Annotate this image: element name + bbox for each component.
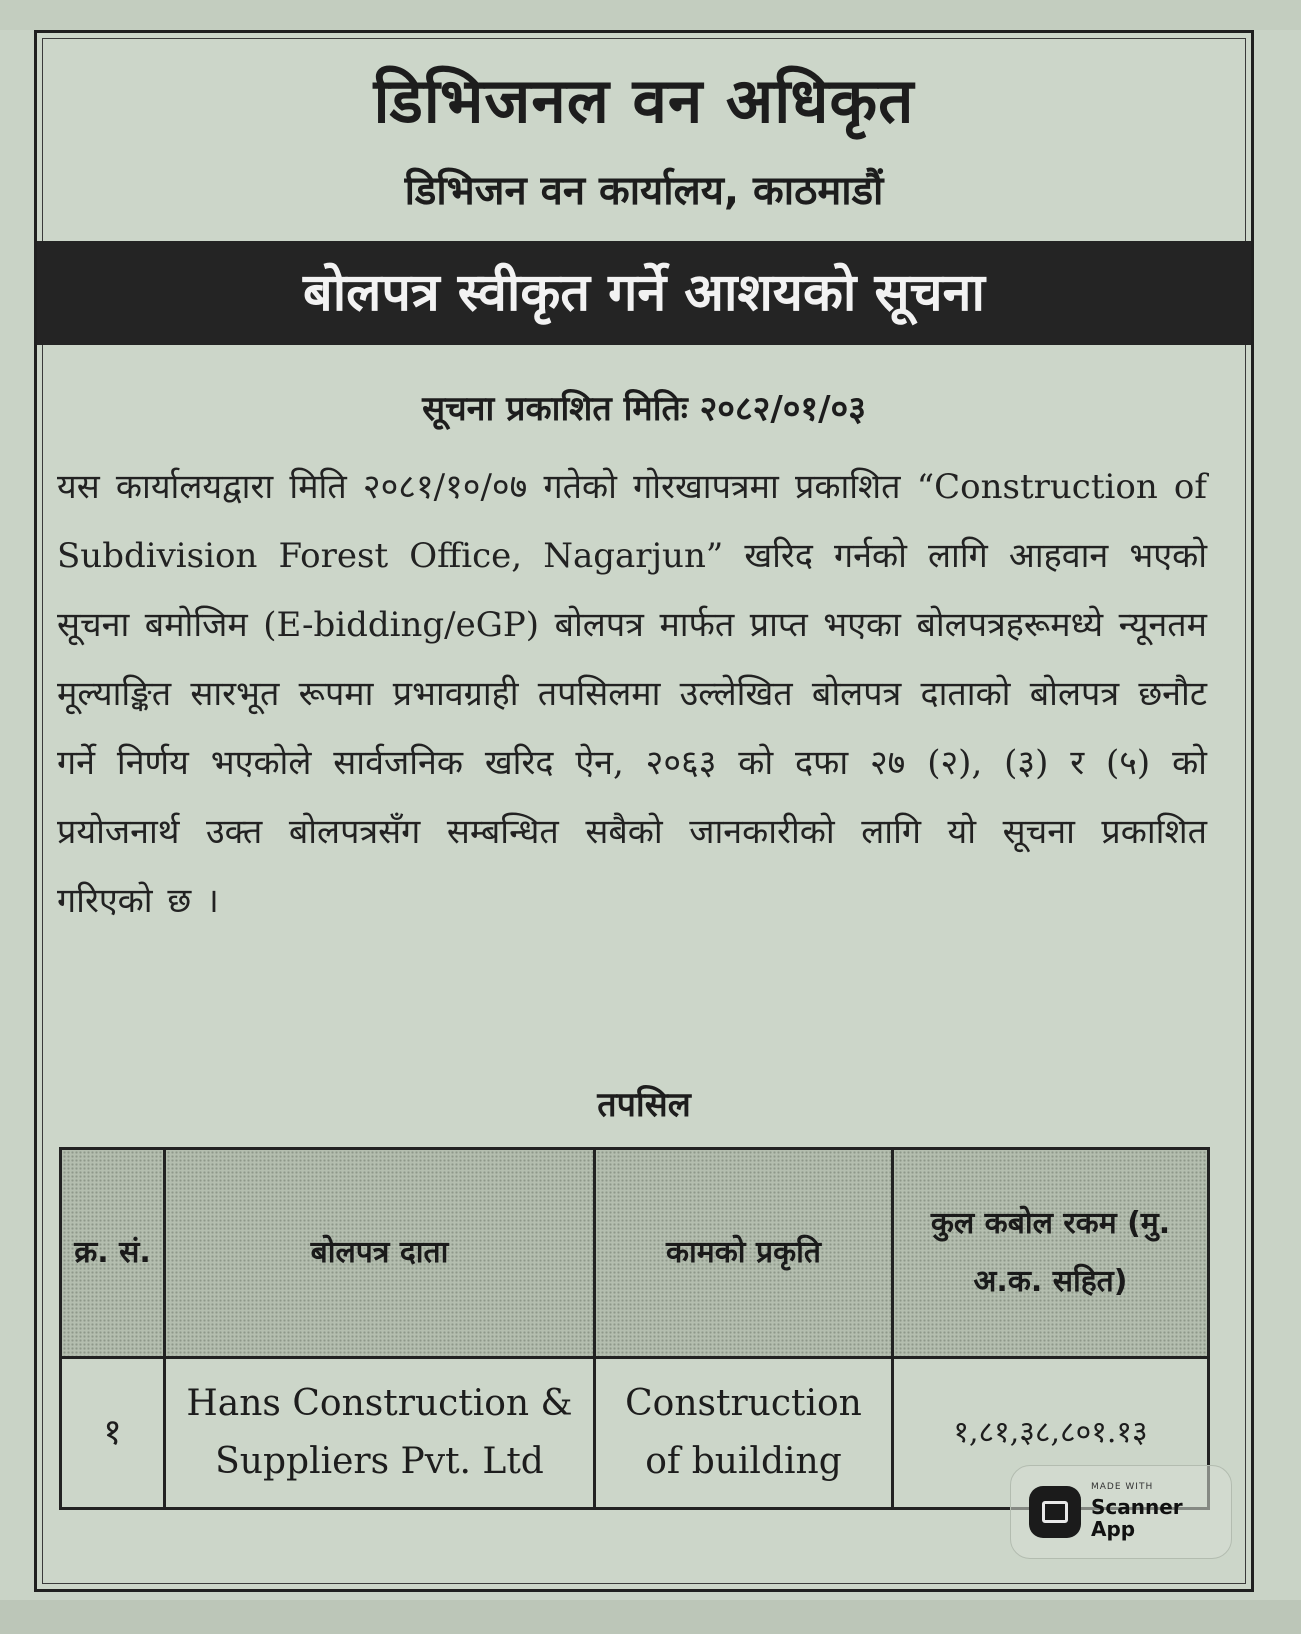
paper-edge-bottom: [0, 1600, 1301, 1634]
cell-serial: १: [61, 1358, 165, 1509]
header-serial-label: क्र. सं.: [74, 1235, 151, 1270]
office-subtitle: डिभिजन वन कार्यालय, काठमाडौं: [404, 168, 884, 214]
cell-amount: १,८१,३८,८०१.१३: [893, 1358, 1209, 1509]
watermark-app-name: Scanner App: [1091, 1495, 1183, 1541]
scanner-app-logo-glyph: [1042, 1501, 1068, 1523]
cell-work-nature: Construction of building: [595, 1358, 893, 1509]
header-work-nature: [595, 1149, 893, 1358]
header-work-nature-label: कामको प्रकृति: [666, 1235, 821, 1270]
notice-body: यस कार्यालयद्वारा मिति २०८१/१०/०७ गतेको गोरखापत्रमा प्रकाशित “Construction of Subdivision Forest Office, Nagarjun” खरिद गर्नको लागि आहवान भएको सूचना बमोजिम (E-bidding/eGP) बोलपत्र मार्फत प्राप्त भएका बोलपत्रहरूमध्ये न्यूनतम मूल्याङ्कित सारभूत रूपमा प्रभावग्राही तपसिलमा उल्लेखित बोलपत्र दाताको बोलपत्र छनौट गर्ने निर्णय भएकोले सार्वजनिक खरिद ऐन, २०६३ को दफा २७ (२), (३) र (५) को प्रयोजनार्थ उक्त बोलपत्रसँग सम्बन्धित सबैको जानकारीको लागि यो सूचना प्रकाशित गरिएको छ ।: [57, 467, 1207, 921]
table-header-row: [61, 1149, 1209, 1358]
watermark-made-with: MADE WITH: [1091, 1482, 1154, 1492]
header-amount-label: कुल कबोल रकम (मु. अ.क. सहित): [930, 1206, 1171, 1299]
notice-box: [34, 30, 1254, 1592]
header-amount: [893, 1149, 1209, 1358]
paper-edge-top: [0, 0, 1301, 30]
header-bidder-label: बोलपत्र दाता: [310, 1235, 449, 1270]
header-serial: [61, 1149, 165, 1358]
publication-date: सूचना प्रकाशित मितिः २०८२/०१/०३: [422, 389, 866, 429]
schedule-table: [59, 1147, 1210, 1510]
scanner-app-logo-icon: [1029, 1486, 1081, 1538]
scanner-app-watermark: [1010, 1465, 1232, 1559]
header-bidder: [165, 1149, 595, 1358]
schedule-heading: तपसिल: [597, 1085, 691, 1125]
notice-banner: बोलपत्र स्वीकृत गर्ने आशयको सूचना: [37, 241, 1251, 345]
office-title: डिभिजनल वन अधिकृत: [373, 64, 915, 137]
cell-bidder: Hans Construction & Suppliers Pvt. Ltd: [165, 1358, 595, 1509]
